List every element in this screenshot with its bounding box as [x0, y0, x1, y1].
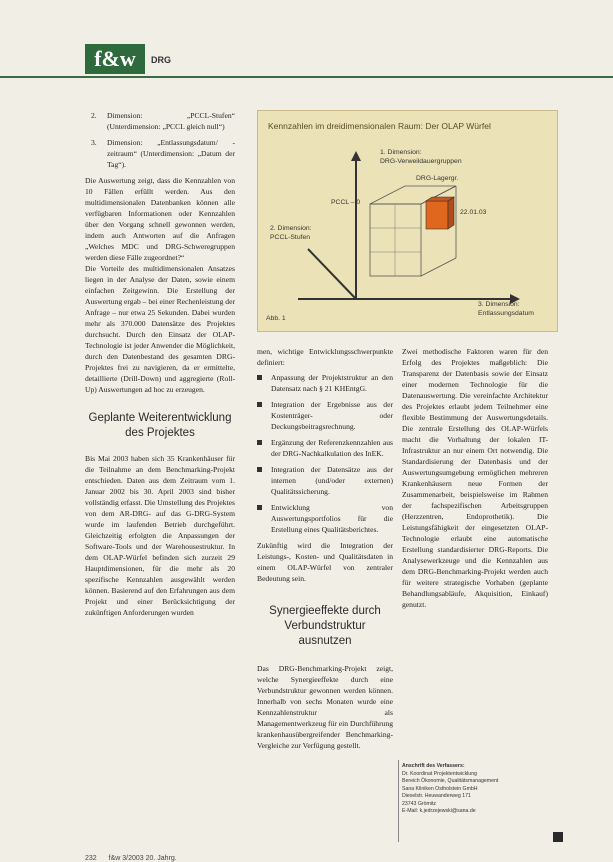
list-item: Integration der Ergebnisse aus der Kostenträger- oder Deckungsbeitragsrechnung.: [257, 399, 393, 432]
middle-column: [257, 346, 393, 751]
figure-caption: Abb. 1: [266, 315, 286, 322]
paragraph: Bis Mai 2003 haben sich 35 Krankenhäuser für die Teilnahme an dem Benchmarking-Projekt entschieden. Daten aus dem Zeitraum vom 1. Januar 2002 bis 30. April 2003 sind bisher vollständig erfasst. Die Umstellung des Projektes von dem AR-DRG- auf das G-DRG-System wurde im laufenden Betrieb durchgeführt. Gleichzeitig erfolgten die Anpassungen der Software-Tools und der Warehousestruktur. In dem OLAP-Würfel befinden sich zurzeit 29 Hauptdimensionen, für die mehr als 20 spezifische Kennzahlen ausgewählt werden können. Basierend auf den Erfahrungen aus dem Projekt und einer Berücksichtigung der zukünftigen Anforderungen wurden: [85, 454, 235, 617]
page-number: 232: [85, 855, 97, 862]
paragraph: men, wichtige Entwicklungsschwerpunkte definiert:: [257, 347, 393, 367]
list-item: 3. Dimension: „Entlassungsdatum/ -zeitraum“ (Unterdimension: „Datum der Tag“).: [91, 138, 235, 169]
olap-cube-figure: [257, 110, 558, 332]
left-column: [85, 110, 235, 618]
dimension-2-label: 2. Dimension: PCCL-Stufen: [270, 225, 312, 241]
right-column: [402, 346, 548, 610]
publication-logo: f&w: [85, 44, 145, 74]
bullet-list: [257, 372, 393, 535]
list-item: Entwicklung von Auswertungsportfolios für die Erstellung eines Qualitätsberichtes.: [257, 502, 393, 535]
olap-cube-diagram: [258, 111, 557, 331]
paragraph: Zwei methodische Faktoren waren für den Erfolg des Projektes maßgeblich: Die Transparenz der Datenbasis sowie der Einsatz einer modernen Technologie für die Datenauswertung. Die vereinfachte Architektur des Projektes erlaubt jedem Teilnehmer eine flexible Bestimmung der Auswertungsdetails. Die zentrale Erstellung des OLAP-Würfels macht die Vorhaltung der lokalen IT-Infrastruktur an nur einem Ort notwendig. Die Standardisierung der Datenbasis und der Auswertungsumgebung ermöglichen mehreren Krankenhäusern neue Formen der Zusammenarbeit, beispielsweise im Rahmen der fachspezifischen Arbeitsgruppen (Herzzentren, Endoprothetik). Die Leistungsfähigkeit der eingesetzten OLAP-Technologie erlaubt eine automatische Erstellung standardisierter DRG-Reports. Die Analysewerkzeuge und die Kennzahlen aus dem DRG-Benchmarking-Projekt werden auch für weitere strategische Vorhaben (geplante Behandlungsabläufe, Akquisition, Einkauf) genutzt.: [402, 347, 548, 609]
issue-info: f&w 3/2003 20. Jahrg.: [108, 855, 177, 862]
paragraph: Zukünftig wird die Integration der Leistungs-, Kosten- und Qualitätsdaten in einem OLAP-Würfel von zentraler Bedeutung sein.: [257, 541, 393, 583]
list-item: Integration der Datensätze aus der internen (und/oder externen) Qualitätssicherung.: [257, 464, 393, 497]
date-label: 22.01.03: [460, 209, 487, 216]
author-box-rule: [398, 760, 399, 842]
highlighted-cell: [426, 201, 448, 229]
paragraph: Die Auswertung zeigt, dass die Kennzahlen von 10 Fällen erfüllt werden. Aus den multidimensionalen Datenbanken können alle verfügbaren Informationen oder Kennzahlen über den Vorgang schnell gewonnen werden, indem auch Antworten auf die Anfragen „Welches MDC und DRG-Schweregruppen werden diese Fälle zugeordnet?“: [85, 176, 235, 262]
dimension-list: [85, 110, 235, 170]
list-item: Ergänzung der Referenzkennzahlen aus der DRG-Nachkalkulation des InEK.: [257, 437, 393, 459]
figure-title: Kennzahlen im dreidimensionalen Raum: Der OLAP Würfel: [268, 121, 491, 131]
end-of-article-marker: [553, 832, 563, 842]
dimension-1-label: 1. Dimension: DRG-Verweildauergruppen: [380, 149, 462, 165]
paragraph: Das DRG-Benchmarking-Projekt zeigt, welche Synergieeffekte durch eine Verbundstruktur gewonnen werden können. Innerhalb von sechs Monaten wurde eine Kennzahlenstruktur als Managementwerkzeug für ein Durchführung krankenhausübergreifender Benchmarking-Vergleiche zur Verfügung gestellt.: [257, 664, 394, 750]
pccl-label: PCCL – 0: [331, 199, 361, 206]
author-address: Anschrift des Verfassers: Dr. Koordinat Projektentwicklung Bereich Ökonomie, Qualitätsmanagement Sana Kliniken Ostholstein GmbH Dieselstr. Heuwanderweg 171 23743 Grömitz E-Mail: k.jedrzejewski@sana.de: [402, 763, 499, 814]
section-heading: Synergieeffekte durch Verbundstruktur ausnutzen: [269, 605, 381, 647]
section-label: DRG: [151, 55, 171, 65]
list-item: 2. Dimension: „PCCL-Stufen“ (Unterdimension: „PCCL gleich null“): [91, 111, 235, 131]
header-rule: [0, 76, 613, 78]
dimension-3-label: 3. Dimension: Entlassungsdatum: [478, 301, 534, 317]
paragraph: Die Vorteile des multidimensionalen Ansatzes liegen in der Analyse der Daten, sowie einem einfachen Zeitgewinn. Die Erstellung der Auswertung ergab – bei einer Rechenleistung der Anfrage – nur etwa 25 Sekunden. Dabei wurden mehr als 370.000 Datensätze des Projektes durchsucht. Durch den Einsatz der OLAP-Technologie ist jeder Anwender die Möglichkeit, durch den Datenbestand des gesamten DRG-Projektes frei zu navigieren, da er ermittelte, detaillierte (Drill-Down) und aggregierte (Roll-Up) Auswertungen ad hoc zu erzeugen.: [85, 264, 235, 394]
list-item: Anpassung der Projektstruktur an den Datensatz nach § 21 KHEntgG.: [257, 372, 393, 394]
section-heading: Geplante Weiterentwicklung des Projektes: [88, 412, 232, 439]
drg-label: DRG-Lagergr.: [416, 175, 459, 182]
